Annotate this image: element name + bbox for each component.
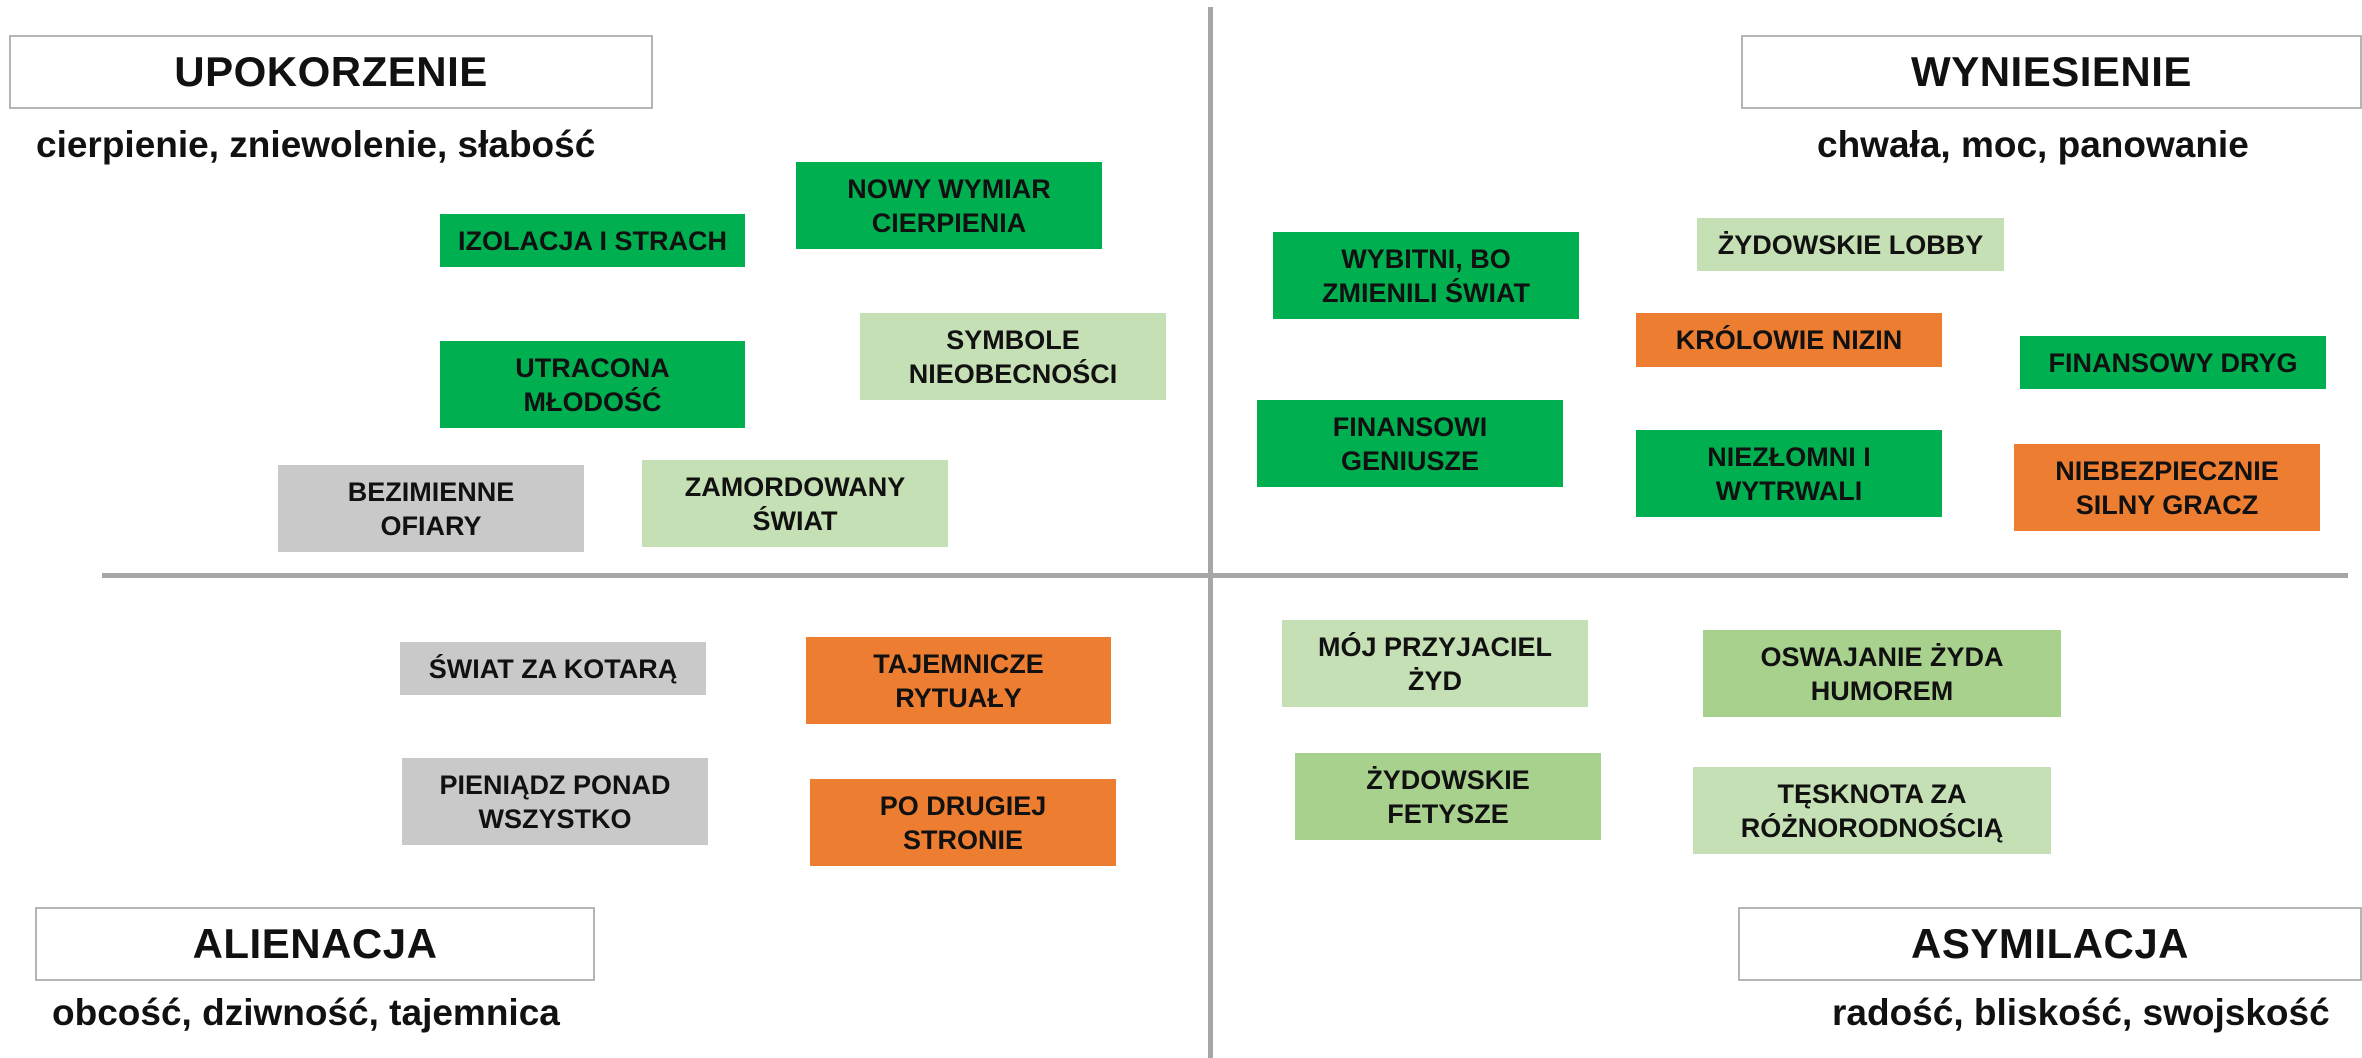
quadrant-title-bottom-right: ASYMILACJA bbox=[1738, 907, 2362, 981]
concept-box: KRÓLOWIE NIZIN bbox=[1636, 313, 1942, 367]
concept-box: PIENIĄDZ PONAD WSZYSTKO bbox=[402, 758, 708, 845]
quadrant-subtitle-top-left: cierpienie, zniewolenie, słabość bbox=[36, 124, 596, 165]
concept-box: ŻYDOWSKIE LOBBY bbox=[1697, 218, 2004, 271]
concept-box: SYMBOLE NIEOBECNOŚCI bbox=[860, 313, 1166, 400]
concept-box: TAJEMNICZE RYTUAŁY bbox=[806, 637, 1111, 724]
concept-box: NOWY WYMIAR CIERPIENIA bbox=[796, 162, 1102, 249]
concept-box: FINANSOWY DRYG bbox=[2020, 336, 2326, 389]
concept-box: WYBITNI, BO ZMIENILI ŚWIAT bbox=[1273, 232, 1579, 319]
vertical-axis bbox=[1208, 7, 1213, 1058]
concept-box: NIEZŁOMNI I WYTRWALI bbox=[1636, 430, 1942, 517]
quadrant-subtitle-bottom-left: obcość, dziwność, tajemnica bbox=[52, 992, 560, 1033]
concept-box: BEZIMIENNE OFIARY bbox=[278, 465, 584, 552]
quadrant-title-top-right: WYNIESIENIE bbox=[1741, 35, 2362, 109]
quadrant-title-top-left: UPOKORZENIE bbox=[9, 35, 653, 109]
concept-box: IZOLACJA I STRACH bbox=[440, 214, 745, 267]
concept-box: ŻYDOWSKIE FETYSZE bbox=[1295, 753, 1601, 840]
concept-box: ZAMORDOWANY ŚWIAT bbox=[642, 460, 948, 547]
quadrant-subtitle-top-right: chwała, moc, panowanie bbox=[1817, 124, 2249, 165]
concept-box: PO DRUGIEJ STRONIE bbox=[810, 779, 1116, 866]
concept-box: OSWAJANIE ŻYDA HUMOREM bbox=[1703, 630, 2061, 717]
horizontal-axis bbox=[102, 573, 2348, 578]
concept-box: ŚWIAT ZA KOTARĄ bbox=[400, 642, 706, 695]
quadrant-subtitle-bottom-right: radość, bliskość, swojskość bbox=[1832, 992, 2330, 1033]
concept-box: NIEBEZPIECZNIE SILNY GRACZ bbox=[2014, 444, 2320, 531]
concept-box: TĘSKNOTA ZA RÓŻNORODNOŚCIĄ bbox=[1693, 767, 2051, 854]
concept-box: FINANSOWI GENIUSZE bbox=[1257, 400, 1563, 487]
concept-box: UTRACONA MŁODOŚĆ bbox=[440, 341, 745, 428]
concept-box: MÓJ PRZYJACIEL ŻYD bbox=[1282, 620, 1588, 707]
quadrant-title-bottom-left: ALIENACJA bbox=[35, 907, 595, 981]
